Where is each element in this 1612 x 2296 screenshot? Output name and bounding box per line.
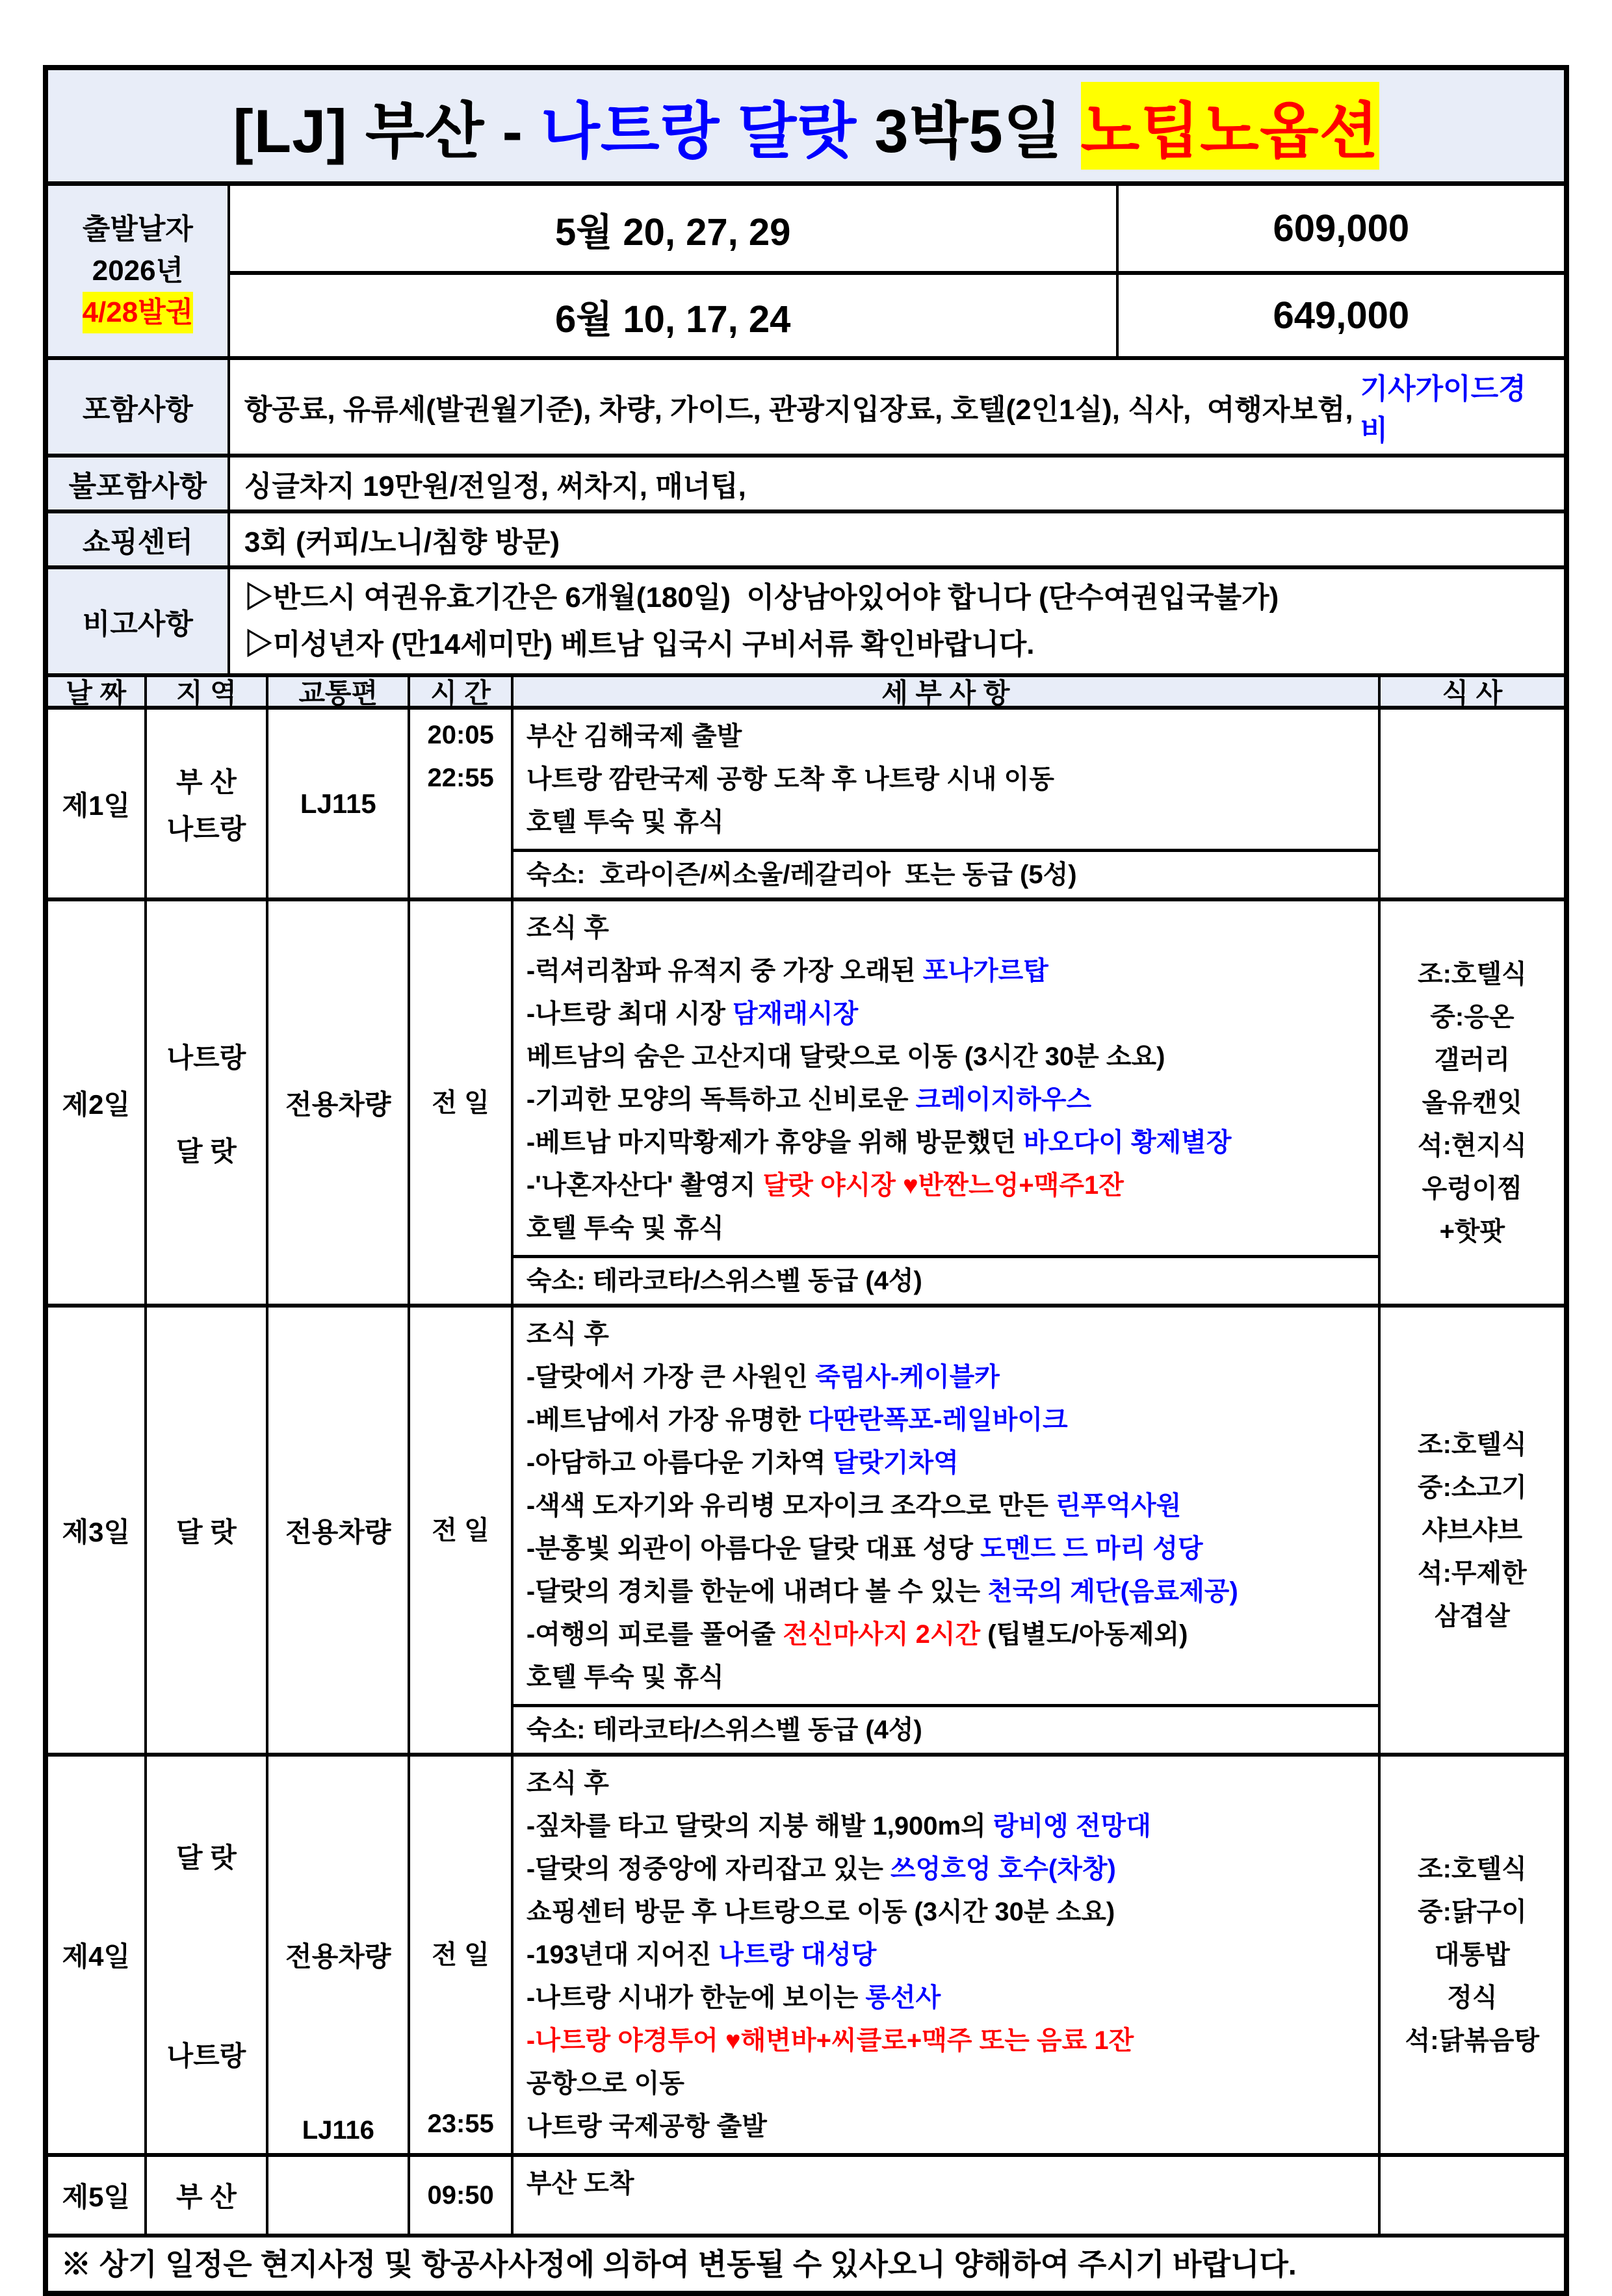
meal-line: 석:현지식 <box>1417 1131 1527 1160</box>
header-transport: 교통편 <box>268 677 410 706</box>
remarks-line: ▷미성년자 (만14세미만) 베트남 입국시 구비서류 확인바랍니다. <box>244 628 1035 660</box>
detail-line <box>526 1356 1373 1399</box>
day-row <box>48 901 1564 1308</box>
detail-run: 쇼핑센터 방문 후 나트랑으로 이동 (3시간 30분 소요) <box>526 1898 1115 1926</box>
departure-price: 649,000 <box>1273 294 1410 337</box>
detail-run: -나트랑 시내가 한눈에 보이는 <box>526 1983 866 2012</box>
details-cell <box>514 1757 1381 2153</box>
time-label: 22:55 <box>427 764 494 792</box>
region-cell <box>147 1757 269 2153</box>
transport-cell <box>268 1308 410 1753</box>
meal-line: 중:닭구이 <box>1417 1898 1527 1926</box>
detail-run: -아담하고 아름다운 기차역 <box>526 1449 833 1477</box>
detail-run: -베트남 마지막황제가 휴양을 위해 방문했던 <box>526 1128 1024 1157</box>
detail-lines <box>514 1757 1378 2153</box>
detail-run: -193년대 지어진 <box>526 1941 719 1969</box>
lodging-line: 숙소: 호라이즌/씨소울/레갈리아 또는 동급 (5성) <box>514 849 1378 897</box>
region-label: 나트랑 <box>166 813 246 844</box>
detail-line <box>526 1848 1373 1890</box>
meal-line: 중:소고기 <box>1417 1473 1527 1502</box>
meals-cell <box>1381 2157 1564 2234</box>
day-row <box>48 1757 1564 2157</box>
detail-line <box>526 1164 1373 1207</box>
detail-run: 쓰엉흐엉 호수(차창) <box>890 1855 1116 1883</box>
detail-run: 랑비엥 전망대 <box>993 1812 1151 1840</box>
detail-line <box>526 1207 1373 1250</box>
excluded-label: 불포함사항 <box>48 458 230 510</box>
detail-line <box>526 949 1373 992</box>
meal-line: 석:닭볶음탕 <box>1405 2026 1540 2055</box>
day-row <box>48 710 1564 901</box>
detail-run: -'나혼자산다' 촬영지 <box>526 1171 763 1200</box>
detail-line <box>526 1078 1373 1121</box>
meal-line: 삼겹살 <box>1434 1601 1510 1631</box>
included-text-black: 항공료, 유류세(발권월기준), 차량, 가이드, 관광지입장료, 호텔(2인1실), 식사, 여행자보험, <box>244 394 1361 426</box>
departure-label-line: 출발날자 <box>82 213 193 245</box>
detail-line <box>526 1656 1373 1699</box>
region-cell <box>147 901 269 1304</box>
departure-label-line: 2026년 <box>92 255 184 287</box>
itinerary-header <box>48 677 1564 710</box>
detail-line <box>526 1035 1373 1078</box>
detail-run: 부산 도착 <box>526 2169 634 2198</box>
included-label: 포함사항 <box>48 360 230 454</box>
detail-lines <box>514 1308 1378 1704</box>
remarks-row <box>48 569 1564 677</box>
detail-run: 조식 후 <box>526 1769 609 1798</box>
header-time: 시 간 <box>410 677 514 706</box>
detail-run: (팁별도/아동제외) <box>980 1620 1188 1649</box>
time-label: 09:50 <box>427 2181 494 2210</box>
detail-line <box>526 1399 1373 1441</box>
detail-run: -나트랑 최대 시장 <box>526 1000 733 1028</box>
footer-note: ※ 상기 일정은 현지사정 및 항공사사정에 의하여 변동될 수 있사오니 양해하여 주시기 바랍니다. <box>61 2247 1297 2281</box>
detail-run: -나트랑 야경투어 ♥해변바+씨클로+맥주 또는 음료 1잔 <box>526 2026 1134 2055</box>
detail-line <box>526 1805 1373 1848</box>
departure-price: 609,000 <box>1273 207 1410 250</box>
detail-run: -달랏의 정중앙에 자리잡고 있는 <box>526 1855 890 1883</box>
region-label: 달 랏 <box>176 1135 237 1167</box>
meal-line: 조:호텔식 <box>1417 959 1527 988</box>
shopping-label: 쇼핑센터 <box>48 513 230 565</box>
detail-lines <box>514 2157 1378 2234</box>
departure-row <box>230 186 1564 271</box>
header-meals: 식 사 <box>1381 677 1564 706</box>
departure-label <box>48 186 230 356</box>
detail-run: 나트랑 깜란국제 공항 도착 후 나트랑 시내 이동 <box>526 765 1054 793</box>
region-label: 나트랑 <box>166 1042 246 1073</box>
transport-label: 전용차량 <box>285 1516 391 1547</box>
day-cell: 제2일 <box>48 901 147 1304</box>
meal-line: 중:응온 <box>1430 1002 1514 1031</box>
meals-cell <box>1381 710 1564 897</box>
meal-line: 석:무제한 <box>1417 1558 1527 1588</box>
detail-run: 죽림사-케이블카 <box>815 1363 1000 1391</box>
lodging-line: 숙소: 테라코타/스위스벨 동급 (4성) <box>514 1704 1378 1753</box>
departure-rows <box>230 186 1564 356</box>
meals-cell <box>1381 901 1564 1304</box>
detail-line <box>526 1933 1373 1976</box>
day-row <box>48 2157 1564 2238</box>
meals-cell <box>1381 1308 1564 1753</box>
lodging-line: 숙소: 테라코타/스위스벨 동급 (4성) <box>514 1255 1378 1304</box>
meal-line: +핫팟 <box>1439 1217 1505 1246</box>
meal-line: 대통밥 <box>1434 1941 1510 1969</box>
detail-line <box>526 2019 1373 2062</box>
page-title <box>48 70 1564 186</box>
time-bottom-label: 23:55 <box>427 2109 494 2138</box>
remarks-line: ▷반드시 여권유효기간은 6개월(180일) 이상남아있어야 합니다 (단수여권입국불가) <box>244 582 1279 613</box>
region-label: 부 산 <box>176 2182 237 2212</box>
detail-run: 달랏 야시장 ♥반짠느엉+맥주1잔 <box>762 1171 1124 1200</box>
region-label: 나트랑 <box>166 2040 246 2071</box>
detail-lines <box>514 710 1378 849</box>
meal-line: 샤브샤브 <box>1422 1516 1523 1545</box>
detail-run: 부산 김해국제 출발 <box>526 722 742 751</box>
title-badge: 노팁노옵션 <box>1081 82 1379 170</box>
time-label: 전 일 <box>432 1516 489 1545</box>
included-text <box>230 360 1564 454</box>
detail-lines <box>514 901 1378 1255</box>
included-text-blue: 기사가이드경비 <box>1360 373 1526 446</box>
details-cell <box>514 1308 1381 1753</box>
detail-run: 도멘드 드 마리 성당 <box>980 1534 1203 1563</box>
transport-label: 전용차량 <box>285 1941 391 1972</box>
detail-run: -달랏의 경치를 한눈에 내려다 볼 수 있는 <box>526 1577 988 1606</box>
detail-run: 베트남의 숨은 고산지대 달랏으로 이동 (3시간 30분 소요) <box>526 1042 1165 1071</box>
detail-run: -기괴한 모양의 독특하고 신비로운 <box>526 1085 916 1114</box>
meal-line: 조:호텔식 <box>1417 1855 1527 1883</box>
detail-run: 크레이지하우스 <box>915 1085 1092 1114</box>
header-region: 지 역 <box>147 677 269 706</box>
time-label: 20:05 <box>427 721 494 749</box>
detail-line <box>526 2105 1373 2148</box>
detail-line <box>526 758 1373 801</box>
detail-run: 호텔 투숙 및 휴식 <box>526 808 724 836</box>
day-row <box>48 1308 1564 1757</box>
detail-run: -베트남에서 가장 유명한 <box>526 1406 808 1434</box>
meals-cell <box>1381 1757 1564 2153</box>
itinerary-days <box>48 710 1564 2238</box>
excluded-row <box>48 458 1564 513</box>
header-details: 세 부 사 항 <box>514 677 1381 706</box>
region-label: 달 랏 <box>176 1842 237 1873</box>
transport-cell <box>268 901 410 1304</box>
time-cell <box>410 1308 514 1753</box>
ticketing-date-highlight: 4/28발권 <box>83 292 194 333</box>
detail-run: 롱선사 <box>865 1983 941 2012</box>
region-cell <box>147 710 269 897</box>
detail-run: 호텔 투숙 및 휴식 <box>526 1663 724 1692</box>
detail-run: -달랏에서 가장 큰 사원인 <box>526 1363 816 1391</box>
title-prefix: [LJ] 부산 - <box>233 97 541 165</box>
region-cell <box>147 1308 269 1753</box>
time-cell <box>410 710 514 897</box>
departure-row <box>230 271 1564 356</box>
title-destination: 나트랑 달랏 <box>540 97 857 165</box>
departure-dates: 5월 20, 27, 29 <box>230 186 1119 271</box>
meal-line: 조:호텔식 <box>1417 1430 1527 1459</box>
header-date: 날 짜 <box>48 677 147 706</box>
detail-line <box>526 2162 1373 2205</box>
detail-line <box>526 1441 1373 1484</box>
transport-cell <box>268 1757 410 2153</box>
included-row <box>48 360 1564 458</box>
detail-run: 다딴란폭포-레일바이크 <box>807 1406 1068 1434</box>
shopping-row <box>48 513 1564 569</box>
detail-run: -짚차를 타고 달랏의 지붕 해발 1,900m의 <box>526 1812 993 1840</box>
detail-line <box>526 1762 1373 1805</box>
day-cell: 제4일 <box>48 1757 147 2153</box>
detail-run: 담재래시장 <box>733 1000 859 1028</box>
detail-run: -분홍빛 외관이 아름다운 달랏 대표 성당 <box>526 1534 981 1563</box>
detail-run: 호텔 투숙 및 휴식 <box>526 1214 724 1243</box>
transport-flight-label: LJ116 <box>302 2116 374 2145</box>
detail-run: -색색 도자기와 유리병 모자이크 조각으로 만든 <box>526 1491 1056 1520</box>
departure-table <box>48 186 1564 360</box>
detail-run: 달랏기차역 <box>833 1449 959 1477</box>
detail-line <box>526 1121 1373 1164</box>
region-label: 부 산 <box>176 766 237 797</box>
detail-run: -여행의 피로를 풀어줄 <box>526 1620 783 1649</box>
day-cell: 제3일 <box>48 1308 147 1753</box>
detail-line <box>526 2062 1373 2105</box>
detail-run: 린푸억사원 <box>1056 1491 1182 1520</box>
detail-run: 조식 후 <box>526 1320 609 1348</box>
detail-line <box>526 1527 1373 1570</box>
remarks-label: 비고사항 <box>48 569 230 673</box>
day-cell: 제1일 <box>48 710 147 897</box>
time-cell <box>410 901 514 1304</box>
region-label: 달 랏 <box>176 1516 237 1547</box>
remarks-text <box>230 569 1564 673</box>
excluded-text: 싱글차지 19만원/전일정, 써차지, 매너팁, <box>244 471 746 502</box>
shopping-text: 3회 (커피/노니/침향 방문) <box>244 526 560 558</box>
day-cell: 제5일 <box>48 2157 147 2234</box>
departure-dates: 6월 10, 17, 24 <box>230 275 1119 356</box>
transport-cell <box>268 710 410 897</box>
detail-line <box>526 1484 1373 1527</box>
detail-line <box>526 715 1373 758</box>
detail-line <box>526 1976 1373 2019</box>
region-cell <box>147 2157 269 2234</box>
detail-run: 바오다이 황제별장 <box>1023 1128 1232 1157</box>
detail-line <box>526 801 1373 844</box>
detail-run: -럭셔리참파 유적지 중 가장 오래된 <box>526 957 923 985</box>
details-cell <box>514 901 1381 1304</box>
meal-line: 갤러리 <box>1434 1045 1510 1074</box>
meal-line: 우렁이찜 <box>1422 1174 1523 1203</box>
time-label: 전 일 <box>432 1941 489 1969</box>
time-cell <box>410 2157 514 2234</box>
time-label: 전 일 <box>432 1088 489 1117</box>
time-cell <box>410 1757 514 2153</box>
detail-line <box>526 992 1373 1035</box>
transport-label: 전용차량 <box>285 1089 391 1120</box>
transport-label: LJ115 <box>300 788 376 819</box>
detail-run: 전신마사지 2시간 <box>783 1620 981 1649</box>
detail-line <box>526 1570 1373 1613</box>
detail-run: 조식 후 <box>526 914 609 942</box>
detail-run: 공항으로 이동 <box>526 2069 684 2098</box>
details-cell <box>514 2157 1381 2234</box>
title-duration: 3박5일 <box>857 97 1081 165</box>
transport-cell <box>268 2157 410 2234</box>
detail-line <box>526 1613 1373 1656</box>
meal-line: 올유캔잇 <box>1422 1088 1523 1117</box>
meal-line: 정식 <box>1447 1983 1498 2012</box>
detail-line <box>526 1890 1373 1933</box>
detail-run: 천국의 계단(음료제공) <box>987 1577 1238 1606</box>
detail-run: 나트랑 국제공항 출발 <box>526 2112 767 2141</box>
details-cell <box>514 710 1381 897</box>
detail-run: 나트랑 대성당 <box>718 1941 877 1969</box>
detail-line <box>526 907 1373 949</box>
detail-run: 포나가르탑 <box>922 957 1048 985</box>
detail-line <box>526 1313 1373 1356</box>
itinerary-document <box>43 65 1569 2296</box>
